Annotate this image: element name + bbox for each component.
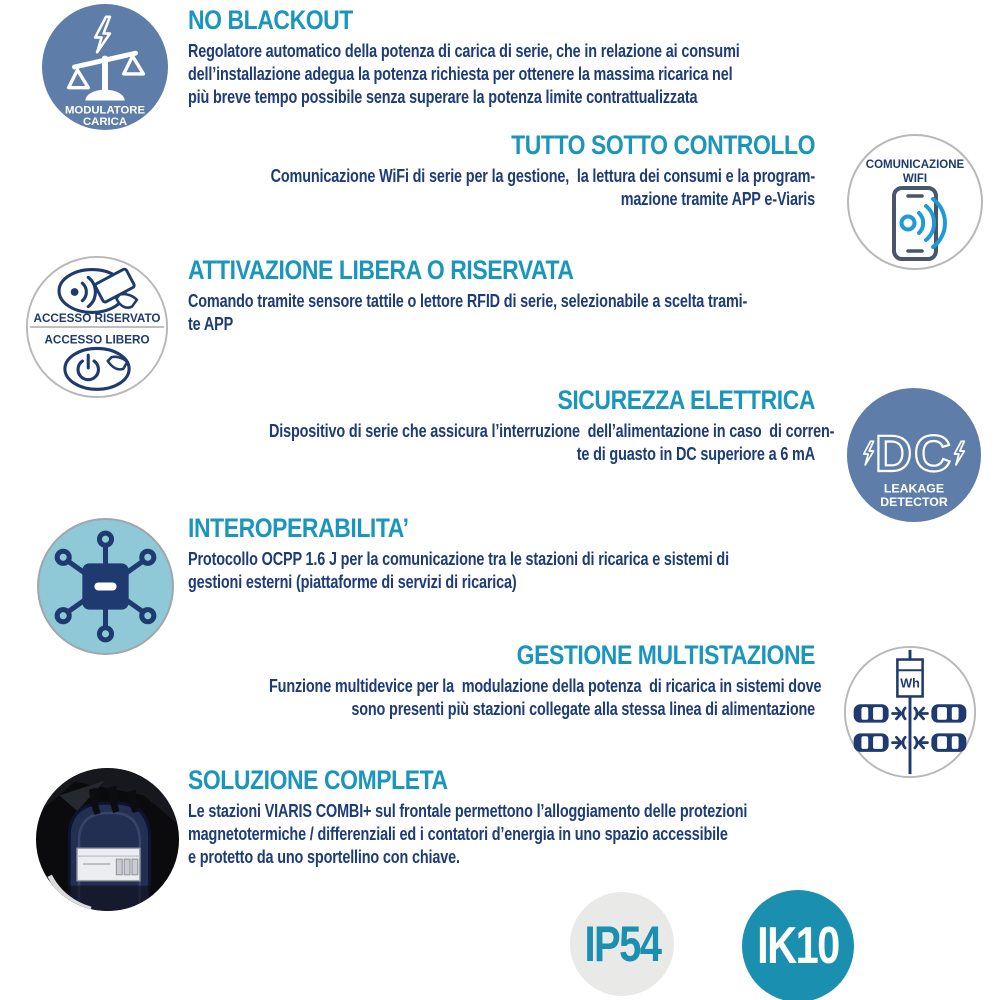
wifi-communication-svg: [845, 132, 985, 272]
photo-content: [34, 766, 181, 913]
energy-meter-glyph: [897, 660, 922, 697]
section-tutto-sotto-controllo: [115, 131, 815, 210]
body-line: Funzione multidevice per la modulazione della potenza di ricarica in sistemi dove: [269, 675, 822, 696]
section-sicurezza-elettrica: [115, 385, 835, 465]
icon-label-line1: LEAKAGE: [883, 481, 945, 496]
ik10-label: IK10: [757, 917, 839, 975]
access-riservato-label: ACCESSO RISERVATO: [33, 312, 161, 326]
section-title: GESTIONE MULTISTAZIONE: [516, 640, 815, 670]
station-photo-svg: [34, 766, 181, 913]
ocpp-network-svg: [35, 516, 176, 657]
icon-label-line1: MODULATORE: [64, 104, 146, 117]
section-attivazione: [188, 256, 888, 335]
access-modes-svg: [24, 254, 170, 400]
body-line: te APP: [188, 313, 234, 334]
section-title: ATTIVAZIONE LIBERA O RISERVATA: [188, 255, 574, 285]
car-top-left-glyph: [854, 704, 889, 722]
section-title: NO BLACKOUT: [188, 5, 353, 35]
body-line: Regolatore automatico della potenza di carica di serie, che in relazione ai consumi: [188, 40, 740, 61]
load-modulator-icon: [41, 3, 169, 131]
icon-label-line2: WIFI: [902, 173, 928, 185]
access-libero-label: ACCESSO LIBERO: [44, 333, 150, 347]
body-line: Comando tramite sensore tattile o lettore RFID di serie, selezionabile a scelta trami-: [188, 290, 748, 311]
body-line: Dispositivo di serie che assicura l’interruzione dell’alimentazione in caso di corren-: [269, 420, 835, 441]
dc-leakage-detector-icon: [845, 386, 983, 524]
body-line: Le stazioni VIARIS COMBI+ sul frontale permettono l’alloggiamento delle protezioni: [188, 800, 748, 821]
section-title: INTEROPERABILITA’: [188, 513, 409, 543]
section-no-blackout: [188, 6, 888, 108]
section-interoperabilita: [188, 514, 888, 593]
body-line: gestioni esterni (piattaforme di servizi di ricarica): [188, 571, 517, 592]
car-bottom-right-glyph: [931, 733, 966, 751]
hub-box-glyph: [82, 563, 128, 609]
meter-label: Wh: [900, 676, 920, 691]
icon-label-line2: DETECTOR: [880, 495, 948, 510]
car-top-right-glyph: [931, 704, 966, 722]
section-soluzione-completa: [188, 766, 888, 868]
body-line: Protocollo OCPP 1.6 J per la comunicazione tra le stazioni di ricarica e sistemi di: [188, 548, 729, 569]
section-title: TUTTO SOTTO CONTROLLO: [511, 130, 815, 160]
icon-label-line2: CARICA: [83, 116, 127, 129]
ocpp-network-icon: [35, 516, 176, 657]
ik10-badge: [742, 890, 854, 1000]
section-title: SOLUZIONE COMPLETA: [188, 765, 448, 795]
body-line: magnetotermiche / differenziali ed i contatori d’energia in uno spazio accessibile: [188, 823, 728, 844]
body-line: sono presenti più stazioni collegate alla stessa linea di alimentazione: [351, 698, 815, 719]
load-modulator-svg: [41, 3, 169, 131]
car-bottom-left-glyph: [854, 733, 889, 751]
body-line: mazione tramite APP e-Viaris: [620, 188, 815, 209]
body-line: più breve tempo possibile senza superare la potenza limite contrattualizzata: [188, 86, 698, 107]
body-line: te di guasto in DC superiore a 6 mA: [576, 443, 815, 464]
body-line: dell’installazione adegua la potenza richiesta per ottenere la massima ricarica nel: [188, 63, 733, 84]
section-title: SICUREZZA ELETTRICA: [557, 385, 815, 415]
dc-outline-text: DC: [875, 424, 953, 482]
dc-leakage-svg: [845, 386, 983, 524]
wifi-communication-icon: [845, 132, 985, 272]
multistation-meter-icon: [842, 644, 978, 780]
access-modes-icon: [24, 254, 170, 400]
icon-label-line1: COMUNICAZIONE: [865, 159, 965, 171]
section-gestione-multistazione: [115, 640, 822, 720]
ip54-badge: [570, 892, 674, 996]
body-line: Comunicazione WiFi di serie per la gestione, la lettura dei consumi e la program-: [270, 165, 815, 186]
multistation-svg: [842, 644, 978, 780]
body-line: e protetto da uno sportellino con chiave.: [188, 846, 460, 867]
ip54-label: IP54: [584, 916, 660, 972]
station-photo: [34, 766, 181, 913]
